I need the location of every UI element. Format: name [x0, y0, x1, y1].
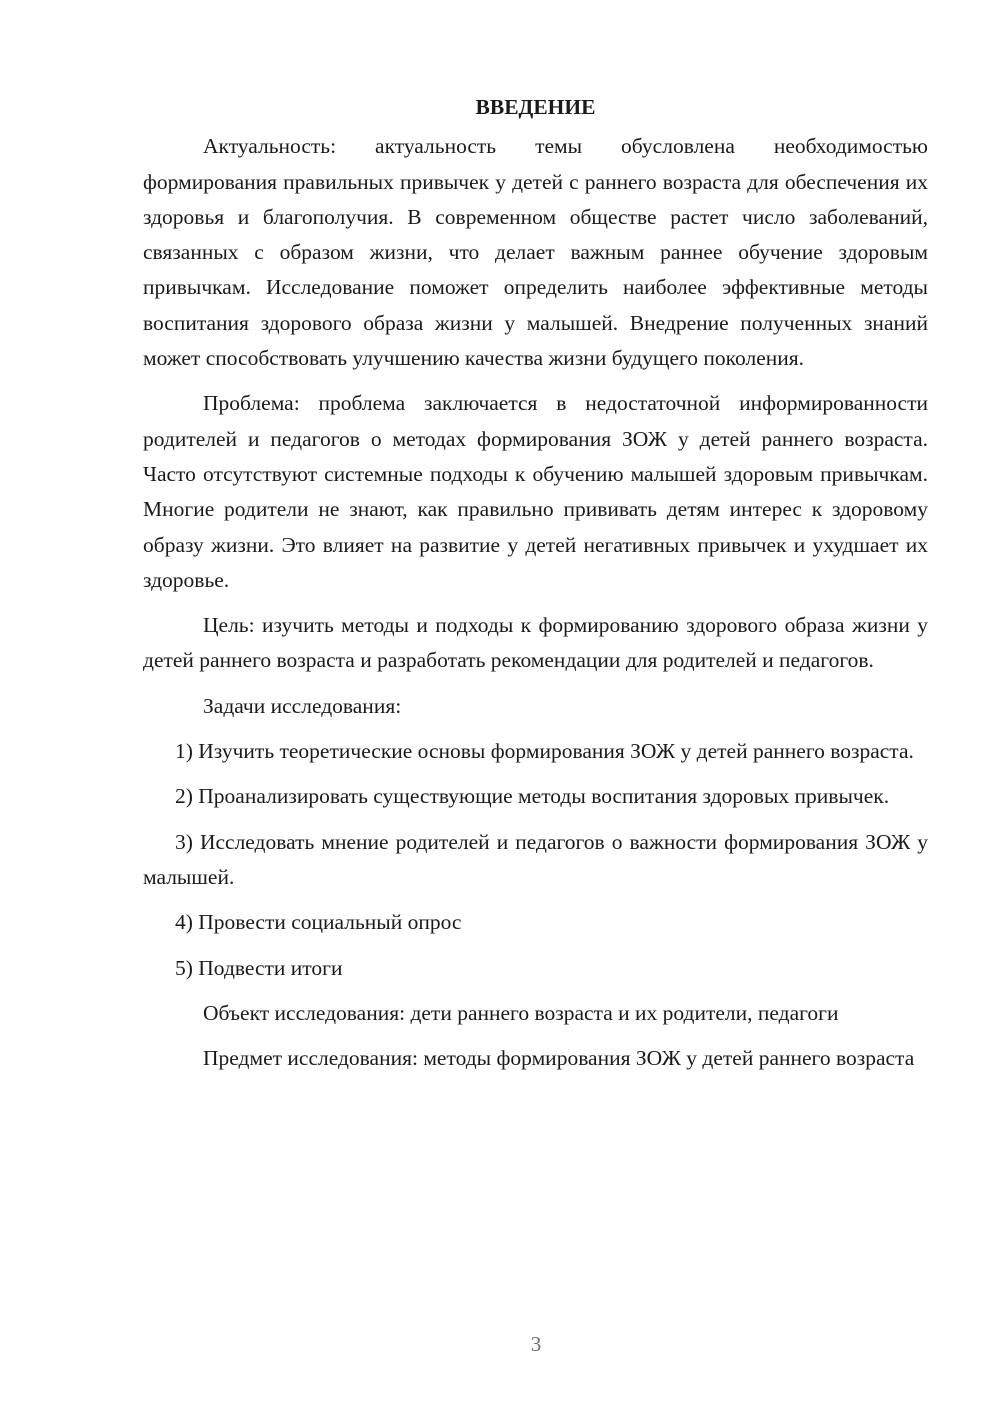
page-number: 3 [530, 1332, 542, 1356]
subject-paragraph: Предмет исследования: методы формирования ЗОЖ у детей раннего возраста [203, 1046, 915, 1071]
task-item: 5) Подвести итоги [175, 955, 343, 980]
relevance-paragraph: Актуальность: актуальность темы обусловлена необходимостью формирования правильных привычек у детей с раннего возраста для обеспечения их здоровья и благополучия. В современном обществе растет число заболеваний, связанных с образом жизни, что делает важным раннее обучение здоровым привычкам. Исследование поможет определить наиболее эффективные методы воспитания здорового образа жизни у малышей. Внедрение полученных знаний может способствовать улучшению качества жизни будущего поколения. [143, 134, 928, 371]
task-item: 4) Провести социальный опрос [175, 910, 462, 935]
section-title: ВВЕДЕНИЕ [475, 95, 596, 119]
problem-paragraph: Проблема: проблема заключается в недостаточной информированности родителей и педагогов о методах формирования ЗОЖ у детей раннего возраста. Часто отсутствуют системные подходы к обучению малышей здоровым привычкам. Многие родители не знают, как правильно прививать детям интерес к здоровому образу жизни. Это влияет на развитие у детей негативных привычек и ухудшает их здоровье. [143, 391, 928, 592]
goal-paragraph: Цель: изучить методы и подходы к формированию здорового образа жизни у детей раннего возраста и разработать рекомендации для родителей и педагогов. [143, 613, 928, 673]
task-item: 1) Изучить теоретические основы формирования ЗОЖ у детей раннего возраста. [175, 739, 914, 764]
task-item: 2) Проанализировать существующие методы воспитания здоровых привычек. [175, 784, 890, 809]
task-item: 3) Исследовать мнение родителей и педагогов о важности формирования ЗОЖ у малышей. [143, 829, 928, 889]
document-page [143, 90, 928, 1086]
object-paragraph: Объект исследования: дети раннего возраста и их родители, педагоги [203, 1000, 839, 1025]
tasks-heading: Задачи исследования: [203, 693, 402, 718]
